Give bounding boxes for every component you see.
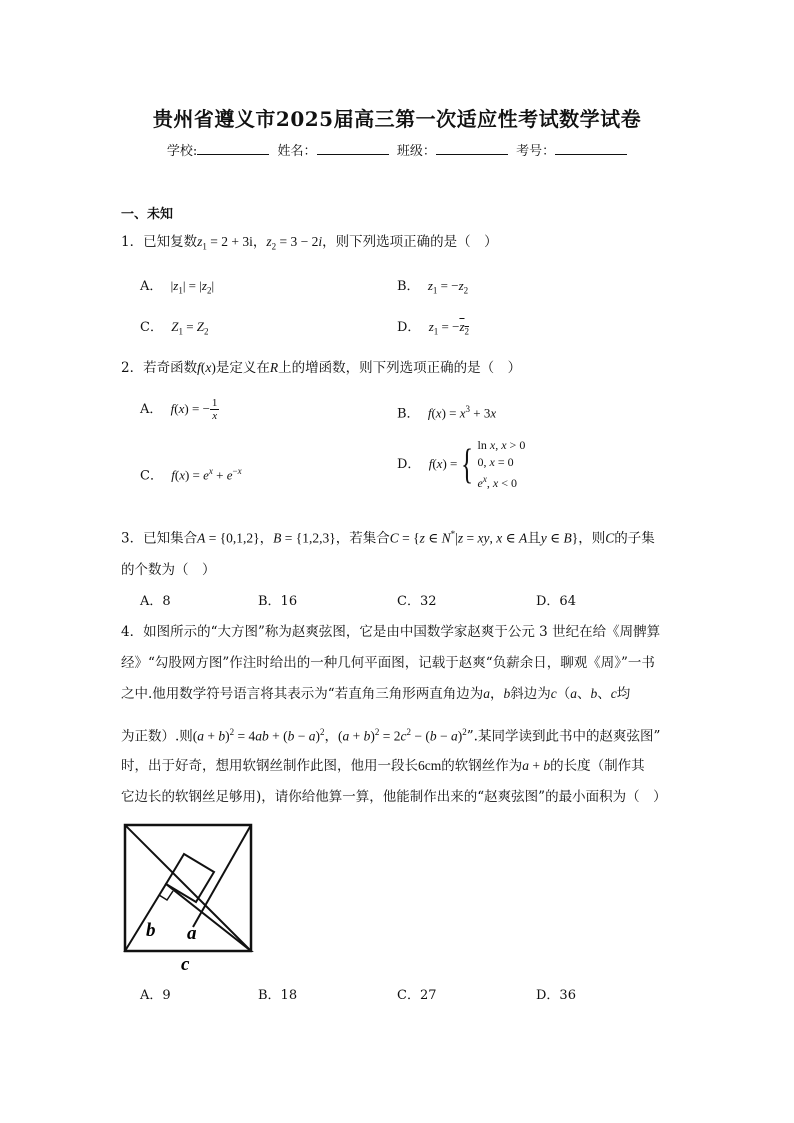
question-1-option-a[interactable]: A． $|z_1| = |z_2|$ bbox=[140, 278, 215, 296]
question-1-option-d[interactable]: D． $z_1 = -z_2$ bbox=[397, 319, 469, 337]
school-label: 学校: bbox=[166, 144, 198, 159]
question-1-option-b[interactable]: B． $z_1 = -z_2$ bbox=[397, 278, 469, 296]
question-4-option-a[interactable]: A．9 bbox=[140, 988, 171, 1003]
page-title: 贵州省遵义市2025届高三第一次适应性考试数学试卷 bbox=[152, 107, 642, 131]
question-3-stem: 3．已知集合A = {0,1,2}，B = {1,2,3}，若集合C = {z ∈ N*|z = xy, x ∈ A且y ∈ B}，则C的子集 bbox=[121, 529, 655, 547]
label-b: b bbox=[146, 920, 156, 941]
question-3-option-b[interactable]: B．16 bbox=[258, 594, 298, 609]
question-3-option-c[interactable]: C．32 bbox=[397, 594, 437, 609]
question-2-option-a[interactable]: A． f(x) = − $\frac{1}{x}$ bbox=[140, 397, 218, 422]
name-label: 姓名： bbox=[277, 144, 317, 159]
question-4-line-4: 为正数）.则$(a + b)^2 = 4ab + (b - a)^2$，$(a + b)^2 = 2c^2 - (b - a)^2$”.某同学读到此书中的赵爽弦图” bbox=[121, 727, 661, 745]
question-4-option-b[interactable]: B．18 bbox=[258, 988, 298, 1003]
student-info-line bbox=[0, 140, 794, 159]
label-a: a bbox=[187, 923, 197, 944]
question-4-line-6: 它边长的软钢丝足够用)，请你给他算一算，他能制作出来的“赵爽弦图”的最小面积为（ ） bbox=[121, 789, 667, 805]
question-4-line-5: 时，出于好奇，想用软钢丝制作此图，他用一段长6cm的软钢丝作为a + b的长度（制作其 bbox=[121, 758, 645, 774]
question-2-option-c[interactable]: C． $f(x) = e^x + e^{-x}$ bbox=[140, 466, 242, 484]
label-c: c bbox=[181, 954, 190, 972]
class-label: 班级： bbox=[396, 144, 436, 159]
question-3-option-d[interactable]: D．64 bbox=[536, 594, 576, 609]
triangle-top bbox=[125, 825, 251, 884]
inner-square bbox=[166, 854, 214, 902]
question-3-stem-line2: 的个数为（ ） bbox=[121, 562, 216, 578]
hypotenuse-2 bbox=[193, 825, 251, 927]
zhao-shuang-figure bbox=[118, 820, 258, 972]
question-4-option-c[interactable]: C．27 bbox=[397, 988, 437, 1003]
question-1-stem: 1．已知复数$z_1 = 2 + 3i$，$z_2 = 3 - 2i$，则下列选项正确的是（ ） bbox=[121, 234, 498, 252]
school-blank[interactable] bbox=[197, 142, 269, 155]
question-1-option-c[interactable]: C． $Z_1 = Z_2$ bbox=[140, 319, 209, 337]
question-4-line-3: 之中.他用数学符号语言将其表示为“若直角三角形两直角边为a，b斜边为c（a、b、c均 bbox=[121, 686, 631, 702]
section-heading: 一、未知 bbox=[121, 207, 174, 222]
class-blank[interactable] bbox=[436, 142, 508, 155]
exam-no-blank[interactable] bbox=[555, 142, 627, 155]
exam-no-label: 考号： bbox=[516, 144, 556, 159]
question-4-line-2: 经》“勾股网方图”作注时给出的一种几何平面图，记载于赵爽“负薪余日，聊观《周》”一书 bbox=[121, 655, 655, 671]
question-3-option-a[interactable]: A．8 bbox=[140, 594, 171, 609]
question-2-option-b[interactable]: B． $f(x) = x^3 + 3x$ bbox=[397, 404, 497, 422]
question-2-stem: 2．若奇函数f(x)是定义在R上的增函数，则下列选项正确的是（ ） bbox=[121, 360, 522, 376]
question-4-option-d[interactable]: D．36 bbox=[536, 988, 576, 1003]
name-blank[interactable] bbox=[317, 142, 389, 155]
question-2-option-d[interactable]: D． f(x) ={ ln x, x > 0 0, x = 0 $e^x$, x < 0 bbox=[397, 438, 526, 490]
question-4-line-1: 4．如图所示的“大方图”称为赵爽弦图，它是由中国数学家赵爽于公元 3 世纪在给《周髀算 bbox=[121, 624, 661, 640]
